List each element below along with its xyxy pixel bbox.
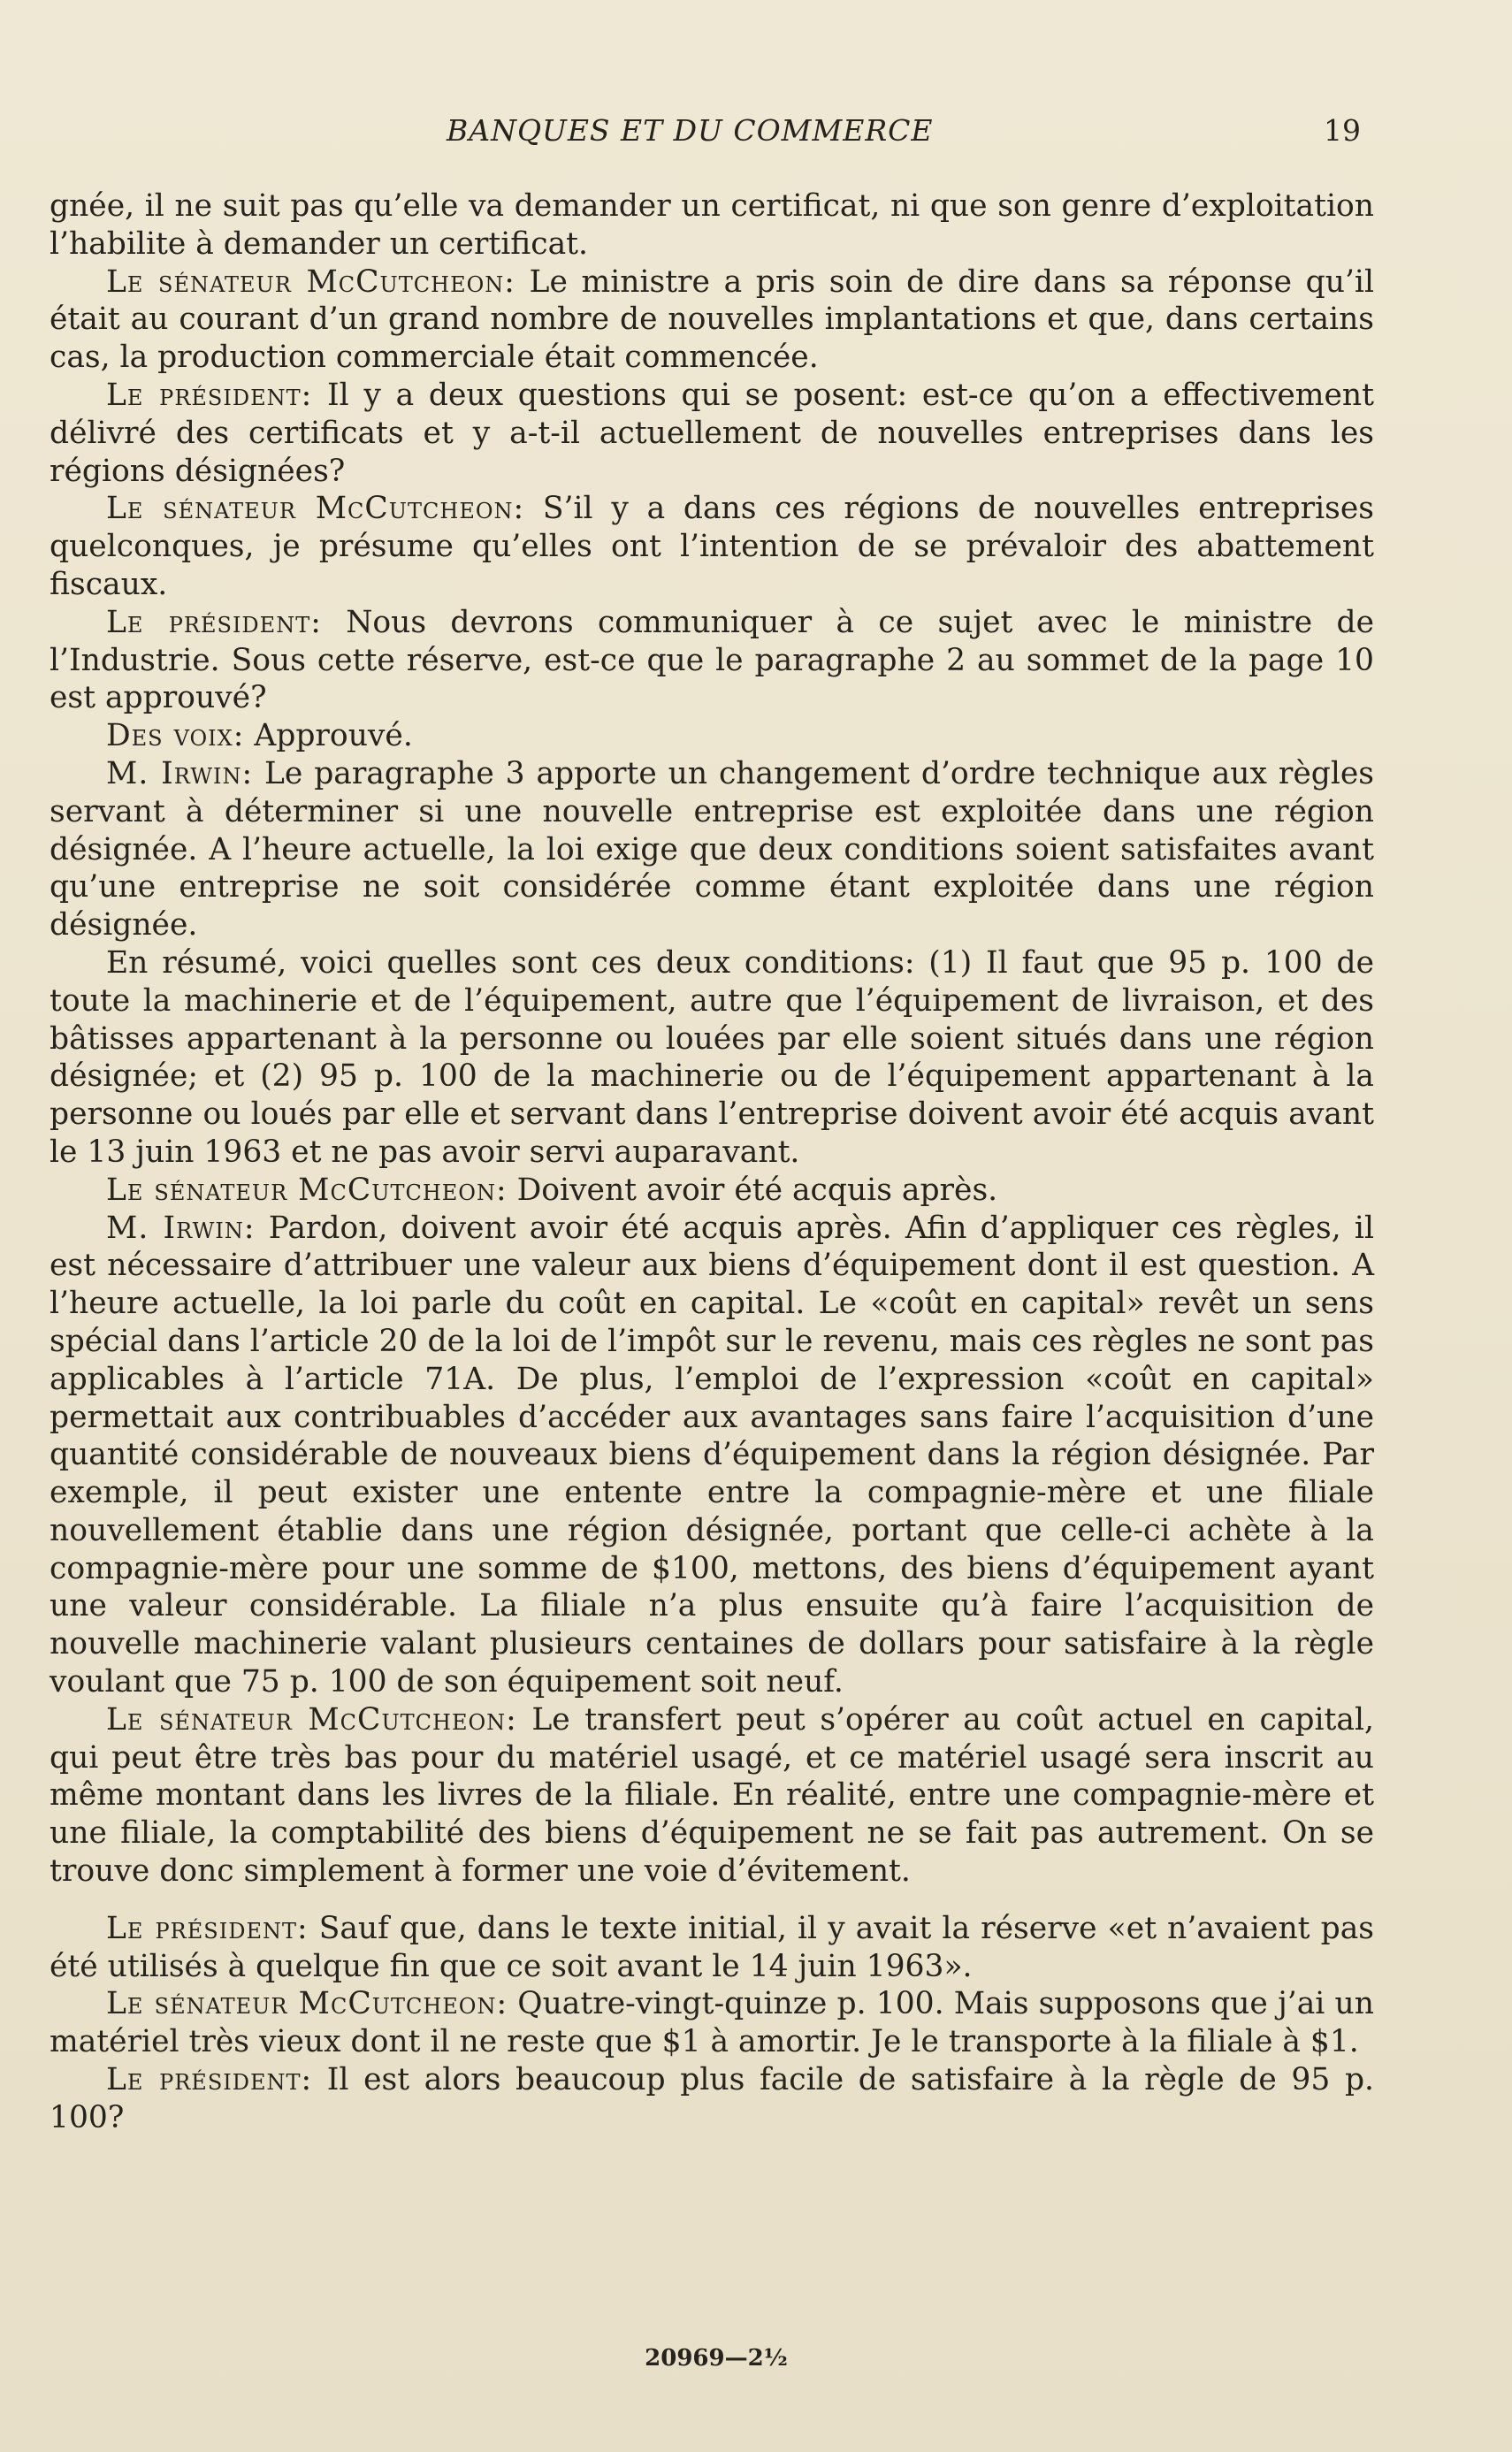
paragraph-text: Il est alors beaucoup plus facile de satisfaire à la règle de 95 p. 100?: [50, 2062, 1374, 2135]
paragraph-text: Il y a deux questions qui se posent: est-ce qu’on a effectivement délivré des certificats et y a-t-il actuellement de nouvelles entreprises dans les régions désignées?: [50, 377, 1374, 489]
speaker-name: Le président:: [106, 1910, 309, 1946]
paragraph-text: Le paragraphe 3 apporte un changement d’ordre technique aux règles servant à déterminer si une nouvelle entreprise est exploitée dans une région désignée. A l’heure actuelle, la loi exige que deux conditions soient satisfaites avant qu’une entreprise ne soit considérée comme étant exploitée dans une région désignée.: [50, 755, 1375, 943]
paragraph-text: En résumé, voici quelles sont ces deux conditions: (1) Il faut que 95 p. 100 de toute la machinerie et de l’équipement, autre que l’équipement de livraison, et des bâtisses appartenant à la personne ou louées par elle soient situés dans une région désignée; et (2) 95 p. 100 de la machinerie ou de l’équipement appartenant à la personne ou loués par elle et servant dans l’entreprise doivent avoir été acquis avant le 13 juin 1963 et ne pas avoir servi auparavant.: [50, 944, 1374, 1170]
paragraph-text: Nous devrons communiquer à ce sujet avec le ministre de l’Industrie. Sous cette réserve, est-ce que le paragraphe 2 au sommet de la page 10 est approuvé?: [50, 604, 1375, 716]
paragraph-text: Doivent avoir été acquis après.: [507, 1172, 998, 1208]
paragraph: [50, 1985, 1374, 2061]
paragraph-text: S’il y a dans ces régions de nouvelles entreprises quelconques, je présume qu’elles ont l’intention de se prévaloir des abattement fiscaux.: [50, 491, 1375, 602]
running-header: [0, 113, 1512, 157]
paragraph-text: Sauf que, dans le texte initial, il y avait la réserve «et n’avaient pas été utilisés à quelque fin que ce soit avant le 14 juin 1963».: [50, 1910, 1374, 1984]
paragraph: [50, 755, 1374, 944]
print-code: 20969—2½: [645, 2345, 788, 2372]
paragraph-text: Quatre-vingt-quinze p. 100. Mais supposons que j’ai un matériel très vieux dont il ne reste que $1 à amortir. Je le transporte à la filiale à $1.: [50, 1986, 1374, 2060]
paragraph-text: Le transfert peut s’opérer au coût actuel en capital, qui peut être très bas pour du matériel usagé, et ce matériel usagé sera inscrit au même montant dans les livres de la filiale. En réalité, entre une compagnie-mère et une filiale, la comptabilité des biens d’équipement ne se fait pas autrement. On se trouve donc simplement à former une voie d’évitement.: [50, 1701, 1374, 1890]
paragraph-text: Le ministre a pris soin de dire dans sa réponse qu’il était au courant d’un grand nombre de nouvelles implantations et que, dans certains cas, la production commerciale était commencée.: [50, 264, 1374, 376]
speaker-name: Le sénateur McCutcheon:: [106, 1986, 508, 2022]
paragraph: [50, 2061, 1374, 2137]
speaker-name: Le président:: [106, 2062, 313, 2098]
speaker-name: M. Irwin:: [106, 755, 254, 791]
paragraph: [50, 1910, 1374, 1986]
paragraph: [50, 1210, 1374, 1701]
paragraph: [50, 490, 1374, 603]
speaker-name: Le sénateur McCutcheon:: [106, 1172, 508, 1208]
speaker-name: Le président:: [106, 377, 313, 413]
paragraph: [50, 604, 1374, 717]
speaker-name: Le président:: [106, 604, 322, 640]
speaker-name: Des voix:: [106, 718, 245, 754]
paragraph-text: Approuvé.: [244, 718, 413, 754]
paragraph: [50, 187, 1374, 264]
paragraph-text: gnée, il ne suit pas qu’elle va demander un certificat, ni que son genre d’exploitation l’habilite à demander un certificat.: [50, 188, 1374, 262]
paragraph: [50, 1701, 1374, 1891]
paragraph: [50, 1172, 1374, 1210]
paragraph: [50, 944, 1374, 1172]
paragraph: [50, 264, 1374, 377]
running-title: BANQUES ET DU COMMERCE: [447, 113, 934, 148]
body-text: [50, 187, 1374, 2137]
speaker-name: Le sénateur McCutcheon:: [106, 491, 525, 527]
speaker-name: Le sénateur McCutcheon:: [106, 1701, 517, 1738]
paragraph: [50, 377, 1374, 490]
page-number: 19: [1324, 113, 1361, 148]
paragraph-text: Pardon, doivent avoir été acquis après. Afin d’appliquer ces règles, il est nécessaire d’attribuer une valeur aux biens d’équipement dont il est question. A l’heure actuelle, la loi parle du coût en capital. Le «coût en capital» revêt un sens spécial dans l’article 20 de la loi de l’impôt sur le revenu, mais ces règles ne sont pas applicables à l’article 71A. De plus, l’emploi de l’expression «coût en capital» permettait aux contribuables d’accéder aux avantages sans faire l’acquisition d’une quantité considérable de nouveaux biens d’équipement dans la région désignée. Par exemple, il peut exister une entente entre la compagnie-mère et une filiale nouvellement établie dans une région désignée, portant que celle-ci achète à la compagnie-mère pour une somme de $100, mettons, des biens d’équipement ayant une valeur considérable. La filiale n’a plus ensuite qu’à faire l’acquisition de nouvelle machinerie valant plusieurs centaines de dollars pour satisfaire à la règle voulant que 75 p. 100 de son équipement soit neuf.: [50, 1210, 1374, 1700]
speaker-name: Le sénateur McCutcheon:: [106, 264, 515, 300]
paragraph: [50, 717, 1374, 755]
speaker-name: M. Irwin:: [106, 1210, 256, 1246]
